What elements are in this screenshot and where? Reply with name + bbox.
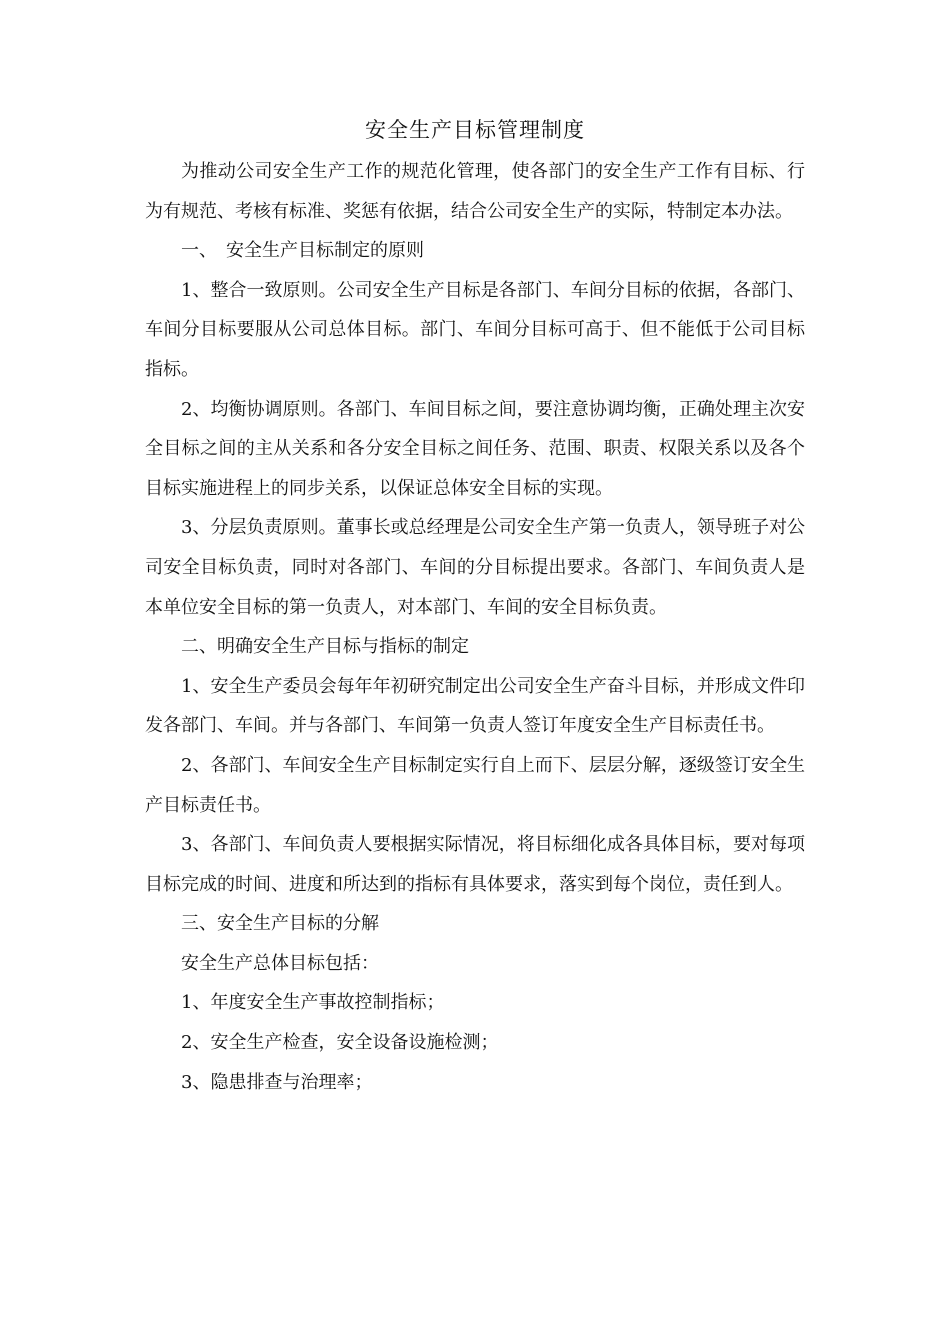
document-body <box>145 152 805 1102</box>
paragraph-overall-target: 安全生产总体目标包括： <box>181 952 379 974</box>
paragraph-principle-2: 2、均衡协调原则。各部门、车间目标之间，要注意协调均衡，正确处理主次安全目标之间的主从关系和各分安全目标之间任务、范围、职责、权限关系以及各个目标实施进程上的同步关系，以保证总体安全目标的实现。 <box>145 398 805 499</box>
paragraph-principle-1: 1、整合一致原则。公司安全生产目标是各部门、车间分目标的依据，各部门、车间分目标要服从公司总体目标。部门、车间分目标可高于、但不能低于公司目标指标。 <box>145 279 805 380</box>
list-item-2: 2、安全生产检查，安全设备设施检测； <box>181 1032 499 1054</box>
list-item-3: 3、隐患排查与治理率； <box>181 1071 373 1093</box>
intro-paragraph: 为推动公司安全生产工作的规范化管理，使各部门的安全生产工作有目标、行为有规范、考核有标准、奖惩有依据，结合公司安全生产的实际，特制定本办法。 <box>145 161 805 222</box>
list-item-1: 1、年度安全生产事故控制指标； <box>181 992 445 1014</box>
paragraph-target-2: 2、各部门、车间安全生产目标制定实行自上而下、层层分解，逐级签订安全生产目标责任书。 <box>145 754 805 816</box>
paragraph-principle-3: 3、分层负责原则。董事长或总经理是公司安全生产第一负责人，领导班子对公司安全目标负责，同时对各部门、车间的分目标提出要求。各部门、车间负责人是本单位安全目标的第一负责人，对本部门、车间的安全目标负责。 <box>145 517 805 618</box>
section-heading-2: 二、明确安全生产目标与指标的制定 <box>181 636 469 658</box>
paragraph-target-3: 3、各部门、车间负责人要根据实际情况，将目标细化成各具体目标，要对每项目标完成的时间、进度和所达到的指标有具体要求，落实到每个岗位，责任到人。 <box>145 834 805 895</box>
section-heading-1: 一、 安全生产目标制定的原则 <box>181 240 424 262</box>
paragraph-target-1: 1、安全生产委员会每年年初研究制定出公司安全生产奋斗目标，并形成文件印发各部门、车间。并与各部门、车间第一负责人签订年度安全生产目标责任书。 <box>145 675 805 737</box>
section-heading-3: 三、安全生产目标的分解 <box>181 913 379 935</box>
document-title: 安全生产目标管理制度 <box>365 118 585 142</box>
